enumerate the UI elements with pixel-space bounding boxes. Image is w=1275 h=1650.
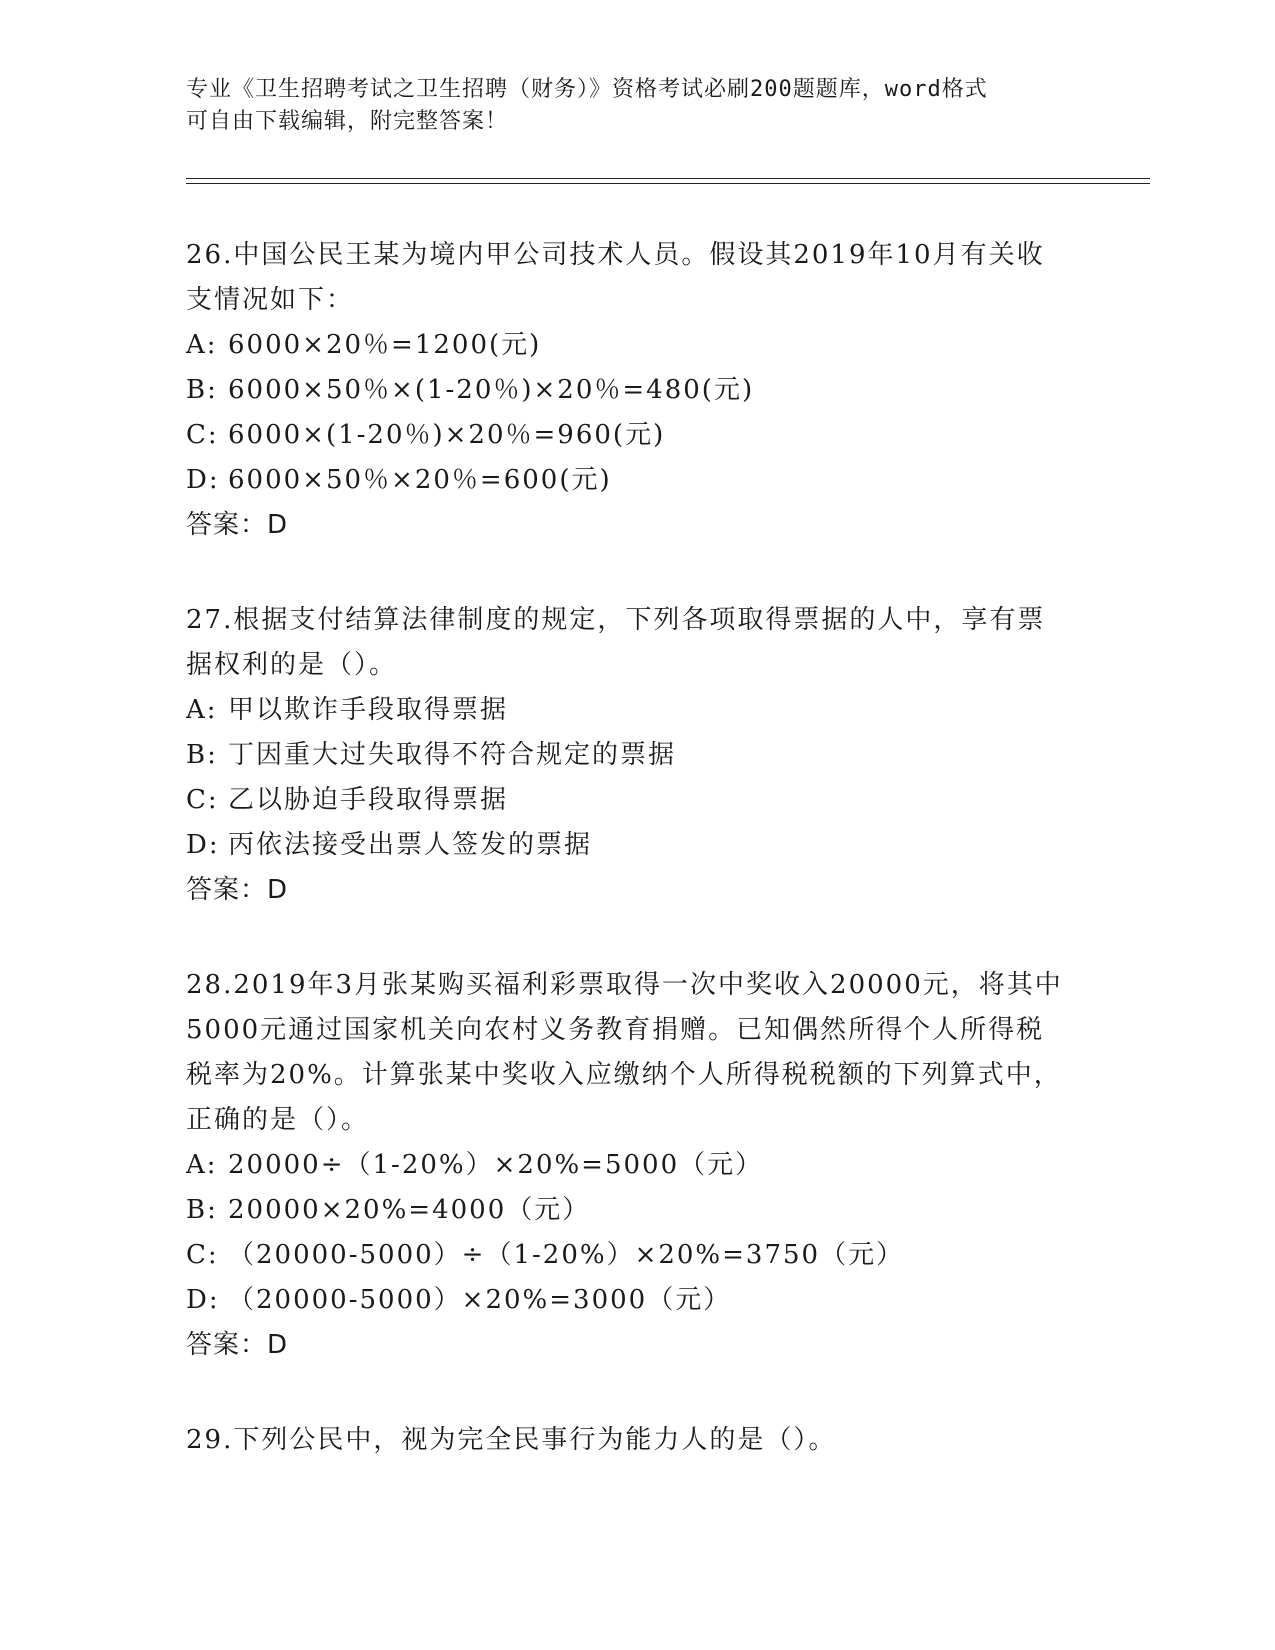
option-key: A: [186, 1150, 218, 1180]
option-key: C: [186, 420, 219, 450]
option-key: A: [186, 330, 218, 360]
header-line-2: 可自由下载编辑，附完整答案！ [186, 109, 509, 134]
option-key: D: [186, 830, 220, 860]
option-key: B: [186, 375, 218, 405]
document-header [186, 74, 1086, 138]
option-d [186, 823, 1086, 868]
answer-line: 答案：D [186, 875, 289, 905]
question-29 [186, 1418, 1086, 1463]
option-b [186, 733, 1086, 778]
option-b [186, 368, 1086, 413]
question-28 [186, 963, 1086, 1368]
option-text: 乙以胁迫手段取得票据 [228, 785, 509, 815]
answer-line: 答案：D [186, 1330, 289, 1360]
option-text: 甲以欺诈手段取得票据 [228, 695, 509, 725]
option-c [186, 778, 1086, 823]
question-stem: 5000元通过国家机关向农村义务教育捐赠。已知偶然所得个人所得税 [186, 1015, 1045, 1045]
option-c [186, 1233, 1086, 1278]
question-stem: 27.根据支付结算法律制度的规定，下列各项取得票据的人中，享有票 [186, 605, 1046, 635]
header-divider-top [186, 178, 1150, 179]
option-key: B: [186, 1195, 218, 1225]
option-text: 6000×(1-20％)×20％=960(元) [228, 420, 666, 450]
option-key: C: [186, 1240, 219, 1270]
question-stem: 支情况如下： [186, 285, 355, 315]
option-key: B: [186, 740, 218, 770]
option-text: 6000×20％=1200(元) [228, 330, 542, 360]
option-text: 20000÷（1-20%）×20%=5000（元） [228, 1150, 764, 1180]
option-text: 丁因重大过失取得不符合规定的票据 [228, 740, 677, 770]
question-26 [186, 233, 1086, 548]
option-a [186, 1143, 1086, 1188]
question-stem: 据权利的是（）。 [186, 650, 398, 680]
option-key: D: [186, 465, 220, 495]
option-text: （20000-5000）×20%=3000（元） [228, 1285, 732, 1315]
option-a [186, 323, 1086, 368]
question-stem: 税率为20%。计算张某中奖收入应缴纳个人所得税税额的下列算式中， [186, 1060, 1062, 1090]
question-stem: 28.2019年3月张某购买福利彩票取得一次中奖收入20000元，将其中 [186, 970, 1063, 1000]
option-key: C: [186, 785, 219, 815]
option-text: 20000×20%=4000（元） [228, 1195, 591, 1225]
option-d [186, 1278, 1086, 1323]
option-b [186, 1188, 1086, 1233]
option-text: 6000×50％×(1-20％)×20％=480(元) [228, 375, 755, 405]
option-c [186, 413, 1086, 458]
option-key: A: [186, 695, 218, 725]
option-text: （20000-5000）÷（1-20%）×20%=3750（元） [228, 1240, 905, 1270]
header-line-1: 专业《卫生招聘考试之卫生招聘（财务）》资格考试必刷200题题库，word格式 [186, 77, 988, 102]
option-text: 6000×50％×20％=600(元) [228, 465, 612, 495]
option-key: D: [186, 1285, 220, 1315]
option-a [186, 688, 1086, 733]
question-stem: 正确的是（）。 [186, 1105, 370, 1135]
option-d [186, 458, 1086, 503]
question-27 [186, 598, 1086, 913]
answer-line: 答案：D [186, 510, 289, 540]
question-stem: 29.下列公民中，视为完全民事行为能力人的是（）。 [186, 1425, 837, 1455]
option-text: 丙依法接受出票人签发的票据 [228, 830, 593, 860]
header-divider-bottom [186, 183, 1150, 184]
question-stem: 26.中国公民王某为境内甲公司技术人员。假设其2019年10月有关收 [186, 240, 1045, 270]
